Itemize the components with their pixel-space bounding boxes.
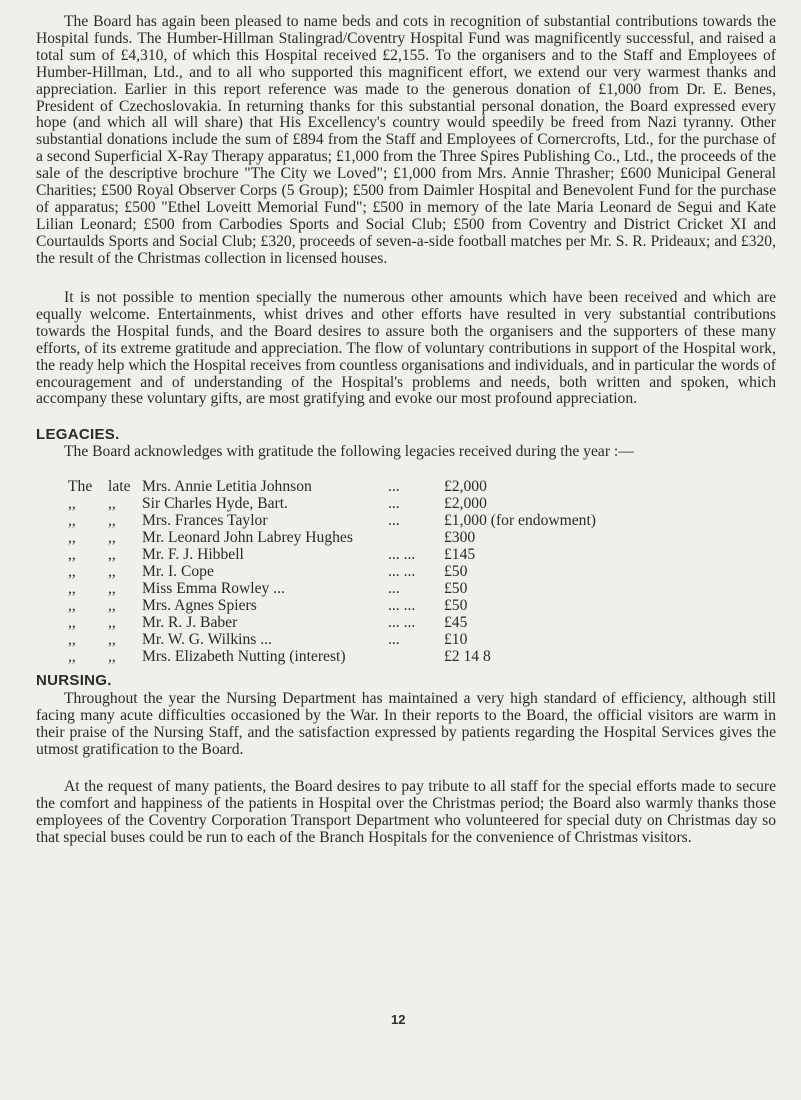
legacy-prefix: ,, xyxy=(68,648,76,665)
legacy-late: ,, xyxy=(108,614,116,631)
legacy-dots: ... xyxy=(388,631,400,648)
legacies-intro: The Board acknowledges with gratitude the following legacies received during the year :— xyxy=(64,443,634,460)
nursing-paragraph-1: Throughout the year the Nursing Department has maintained a very high standard of efficiency, although still facing many acute difficulties occasioned by the War. In their reports to the Board, the official visitors are warm in their praise of the Nursing Staff, and the satisfaction expressed by patients regarding the Hospital Services gives the utmost gratification to the Board. xyxy=(36,690,776,758)
nursing-paragraph-2: At the request of many patients, the Board desires to pay tribute to all staff for the special efforts made to secure the comfort and happiness of the patients in Hospital over the Christmas period; the Board also warmly thanks those employees of the Coventry Corporation Transport Department who volunteered for special duty on Christmas day so that special buses could be run to each of the Branch Hospitals for the convenience of Christmas visitors. xyxy=(36,778,776,846)
legacy-name: Mr. I. Cope xyxy=(142,563,214,580)
legacy-row xyxy=(68,546,664,563)
legacies-heading: LEGACIES. xyxy=(36,426,120,443)
legacy-name: Sir Charles Hyde, Bart. xyxy=(142,495,288,512)
legacy-amount: £2 14 8 xyxy=(444,648,491,665)
legacy-row xyxy=(68,597,664,614)
legacy-name: Mr. F. J. Hibbell xyxy=(142,546,244,563)
legacy-prefix: ,, xyxy=(68,631,76,648)
legacy-late: ,, xyxy=(108,512,116,529)
legacy-name: Mrs. Elizabeth Nutting (interest) xyxy=(142,648,346,665)
legacy-dots xyxy=(388,529,444,546)
legacy-name: Mrs. Agnes Spiers xyxy=(142,597,257,614)
legacy-row xyxy=(68,495,664,512)
legacy-name: Mrs. Annie Letitia Johnson xyxy=(142,478,312,495)
legacy-dots: ... xyxy=(388,478,400,495)
legacy-row xyxy=(68,478,664,495)
legacy-amount: £2,000 xyxy=(444,495,487,512)
legacy-dots xyxy=(388,648,444,665)
legacy-dots: ... xyxy=(388,512,400,529)
legacy-prefix: ,, xyxy=(68,529,76,546)
legacy-prefix: ,, xyxy=(68,546,76,563)
contributions-paragraph: The Board has again been pleased to name beds and cots in recognition of substantial contributions towards the Hospital funds. The Humber-Hillman Stalingrad/Coventry Hospital Fund was magnificently successful, and raised a total sum of £4,310, of which this Hospital received £2,155. To the organisers and to the Staff and Employees of Humber-Hillman, Ltd., and to all who supported this magnificent effort, we extend our very warmest thanks and appreciation. Earlier in this report reference was made to the generous donation of £1,000 from Dr. E. Benes, President of Czechoslovakia. In returning thanks for this substantial personal donation, the Board expressed every hope (and which all will share) that His Excellency's country would speedily be freed from Nazi tyranny. Other substantial donations include the sum of £894 from the Staff and Employees of Cornercrofts, Ltd., for the purchase of a second Superficial X-Ray Therapy apparatus; £1,000 from the Three Spires Publishing Co., Ltd., the proceeds of the sale of the descriptive brochure "The City we Loved"; £1,000 from Mrs. Annie Thrasher; £600 Municipal General Charities; £500 Royal Observer Corps (5 Group); £500 from Daimler Hospital and Benevolent Fund for the purchase of apparatus; £500 "Ethel Loveitt Memorial Fund"; £500 in memory of the late Maria Leonard de Segui and Kate Lilian Leonard; £500 from Carbodies Sports and Social Club; £500 from Coventry and District Cricket XI and Courtaulds Sports and Social Club; £320, proceeds of seven-a-side football matches per Mr. S. R. Prideaux; and £320, the result of the Christmas collection in licensed houses. xyxy=(36,13,776,267)
nursing-heading: NURSING. xyxy=(36,672,112,689)
legacy-late: ,, xyxy=(108,529,116,546)
legacy-late: ,, xyxy=(108,648,116,665)
legacies-table xyxy=(68,478,664,665)
legacy-row xyxy=(68,529,664,546)
legacy-late: ,, xyxy=(108,563,116,580)
legacy-dots: ... ... xyxy=(388,546,416,563)
legacy-name: Miss Emma Rowley ... xyxy=(142,580,285,597)
legacy-row xyxy=(68,648,664,665)
legacy-late: ,, xyxy=(108,631,116,648)
legacy-name: Mr. R. J. Baber xyxy=(142,614,238,631)
legacy-late: ,, xyxy=(108,597,116,614)
legacy-row xyxy=(68,563,664,580)
legacy-amount: £50 xyxy=(444,580,468,597)
legacy-prefix: ,, xyxy=(68,563,76,580)
legacy-name: Mr. Leonard John Labrey Hughes xyxy=(142,529,353,546)
legacy-row xyxy=(68,512,664,529)
legacy-dots: ... xyxy=(388,580,400,597)
legacy-amount: £2,000 xyxy=(444,478,487,495)
legacy-amount: £50 xyxy=(444,563,468,580)
legacy-dots: ... ... xyxy=(388,614,416,631)
legacy-prefix: ,, xyxy=(68,614,76,631)
page-number: 12 xyxy=(391,1012,406,1027)
legacy-late: late xyxy=(108,478,131,495)
legacy-late: ,, xyxy=(108,580,116,597)
legacy-amount: £1,000 (for endowment) xyxy=(444,512,597,529)
legacy-amount: £300 xyxy=(444,529,476,546)
legacy-late: ,, xyxy=(108,546,116,563)
legacy-row xyxy=(68,631,664,648)
legacy-late: ,, xyxy=(108,495,116,512)
legacy-row xyxy=(68,580,664,597)
legacy-prefix: ,, xyxy=(68,580,76,597)
legacy-amount: £10 xyxy=(444,631,468,648)
legacy-dots: ... xyxy=(388,495,400,512)
legacy-name: Mr. W. G. Wilkins ... xyxy=(142,631,272,648)
legacy-prefix: ,, xyxy=(68,597,76,614)
legacy-prefix: The xyxy=(68,478,93,495)
legacy-prefix: ,, xyxy=(68,495,76,512)
legacy-name: Mrs. Frances Taylor xyxy=(142,512,268,529)
legacy-dots: ... ... xyxy=(388,563,416,580)
legacy-dots: ... ... xyxy=(388,597,416,614)
legacy-amount: £50 xyxy=(444,597,468,614)
legacy-amount: £45 xyxy=(444,614,468,631)
legacy-prefix: ,, xyxy=(68,512,76,529)
legacy-amount: £145 xyxy=(444,546,476,563)
legacy-row xyxy=(68,614,664,631)
other-amounts-paragraph: It is not possible to mention specially the numerous other amounts which have been received and which are equally welcome. Entertainments, whist drives and other efforts have resulted in very substantial contributions towards the Hospital funds, and the Board desires to assure both the organisers and the supporters of these many efforts, of its extreme gratitude and appreciation. The flow of voluntary contributions in support of the Hospital work, the ready help which the Hospital receives from countless organisations and individuals, and in particular the words of encouragement and of understanding of the Hospital's problems and needs, both written and spoken, which accompany these voluntary gifts, are most gratifying and evoke our most profound appreciation. xyxy=(36,289,776,408)
